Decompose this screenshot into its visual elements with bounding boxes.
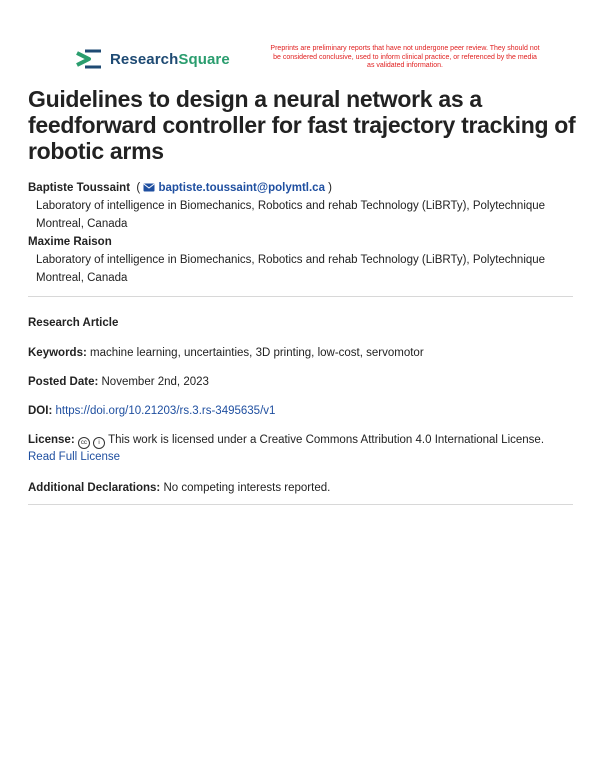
declarations-value: No competing interests reported. (163, 482, 331, 494)
article-type-label: Research Article (28, 317, 119, 329)
declarations-row (28, 480, 578, 497)
research-square-logo-icon (75, 48, 103, 70)
author-name: Maxime Raison (28, 236, 112, 248)
article-type (28, 315, 578, 332)
posted-date-label: Posted Date: (28, 376, 99, 388)
divider (28, 296, 573, 297)
envelope-icon (143, 183, 155, 192)
cc-icon: cc (78, 437, 90, 449)
email-close-paren: ) (324, 182, 332, 194)
keywords-label: Keywords: (28, 347, 87, 359)
logo-text (110, 51, 230, 68)
cc-by-icon: i (93, 437, 105, 449)
author-email-link[interactable]: baptiste.toussaint@polymtl.ca (158, 182, 325, 194)
divider (28, 504, 573, 505)
declarations-label: Additional Declarations: (28, 482, 161, 494)
doi-row (28, 403, 578, 420)
author-2 (28, 233, 578, 251)
author-affiliation: Laboratory of intelligence in Biomechanics, Robotics and rehab Technology (LiBRTy), Polytechnique Montreal, Canada (36, 200, 546, 230)
keywords-row (28, 345, 578, 362)
email-open-paren: ( (133, 182, 141, 194)
author-1 (28, 179, 578, 197)
preprint-notice: Preprints are preliminary reports that have not undergone peer review. They should not be considered conclusive, used to inform clinical practice, or referenced by the media as validated information. (270, 45, 540, 69)
logo-word-square: Square (178, 50, 230, 68)
license-row (28, 432, 578, 466)
research-square-logo[interactable] (75, 48, 230, 70)
author-name: Baptiste Toussaint (28, 182, 131, 194)
posted-date-row (28, 374, 578, 391)
read-full-license-link[interactable]: Read Full License (28, 451, 121, 463)
article-title: Guidelines to design a neural network as a feedforward controller for fast trajectory tracking of robotic arms (28, 86, 576, 164)
author-list (28, 179, 578, 287)
keywords-value: machine learning, uncertainties, 3D printing, low-cost, servomotor (90, 347, 424, 359)
posted-date-value: November 2nd, 2023 (101, 376, 209, 388)
doi-link[interactable]: https://doi.org/10.21203/rs.3.rs-3495635/v1 (55, 405, 276, 417)
author-affiliation: Laboratory of intelligence in Biomechanics, Robotics and rehab Technology (LiBRTy), Polytechnique Montreal, Canada (36, 254, 546, 284)
license-text: This work is licensed under a Creative Commons Attribution 4.0 International License. (108, 434, 545, 446)
license-label: License: (28, 434, 75, 446)
logo-word-research: Research (110, 50, 179, 68)
doi-label: DOI: (28, 405, 53, 417)
